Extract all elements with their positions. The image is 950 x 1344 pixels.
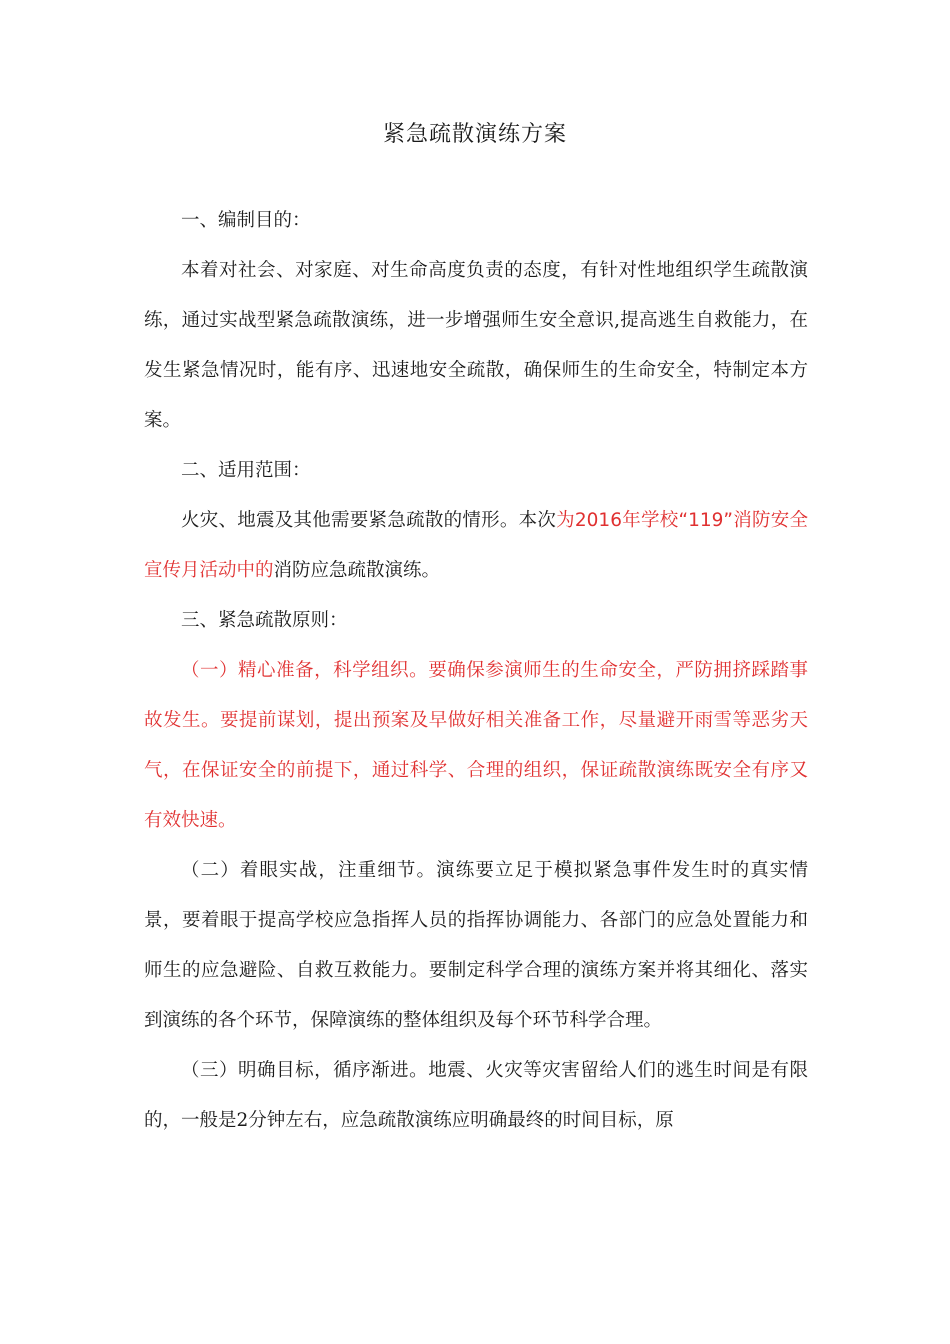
section-2-text-highlight: 为2016年学校“119”消防安全宣传月活动中的: [144, 510, 808, 581]
document-body: [144, 196, 808, 1146]
section-2-paragraph: [144, 496, 808, 596]
document-title: 紧急疏散演练方案: [382, 122, 567, 147]
section-1-paragraph: 本着对社会、对家庭、对生命高度负责的态度，有针对性地组织学生疏散演练，通过实战型紧急疏散演练，进一步增强师生安全意识,提高逃生自救能力，在发生紧急情况时，能有序、迅速地安全疏散，确保师生的生命安全，特制定本方案。: [144, 260, 808, 431]
section-3-heading: 三、紧急疏散原则：: [181, 610, 348, 631]
section-2-heading: 二、适用范围：: [181, 460, 311, 481]
section-3-item-3: （三）明确目标，循序渐进。地震、火灾等灾害留给人们的逃生时间是有限的，一般是2分钟左右，应急疏散演练应明确最终的时间目标，原: [144, 1060, 808, 1131]
section-2-text-part1: 火灾、地震及其他需要紧急疏散的情形。本次: [181, 510, 557, 531]
section-1-heading: 一、编制目的：: [181, 210, 311, 231]
section-3-item-1: （一）精心准备，科学组织。要确保参演师生的生命安全，严防拥挤踩踏事故发生。要提前谋划，提出预案及早做好相关准备工作，尽量避开雨雪等恶劣天气，在保证安全的前提下，通过科学、合理的组织，保证疏散演练既安全有序又有效快速。: [144, 660, 808, 831]
section-2-text-part3: 消防应急疏散演练。: [273, 560, 441, 581]
section-3-item-2: （二）着眼实战，注重细节。演练要立足于模拟紧急事件发生时的真实情景，要着眼于提高学校应急指挥人员的指挥协调能力、各部门的应急处置能力和师生的应急避险、自救互救能力。要制定科学合理的演练方案并将其细化、落实到演练的各个环节，保障演练的整体组织及每个环节科学合理。: [144, 860, 808, 1031]
